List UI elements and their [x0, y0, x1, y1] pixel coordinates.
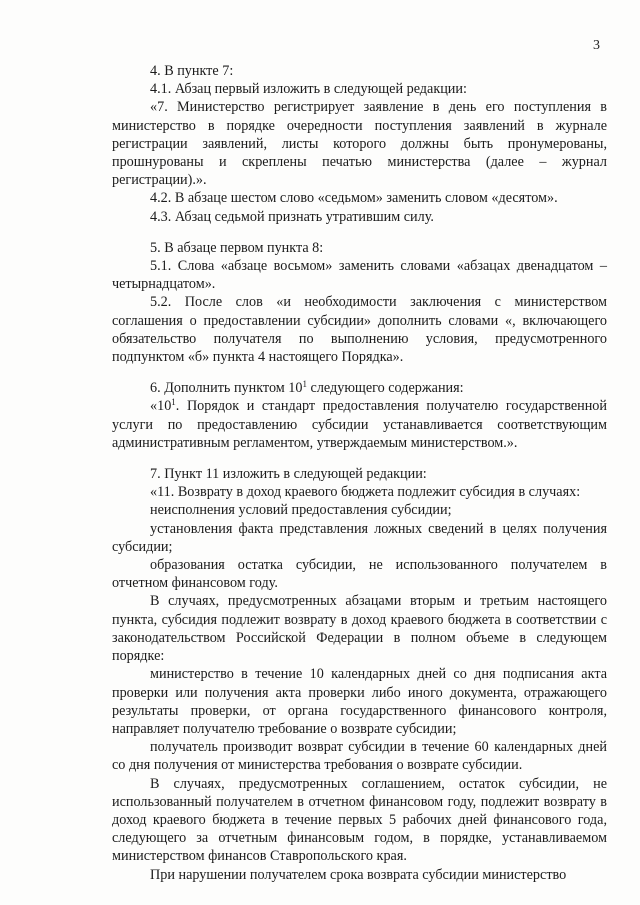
paragraph-item-7-e: министерство в течение 10 календарных дней со дня подписания акта проверки или получения акта проверки либо иного документа, отражающего результаты проверки, от органа государственного финансового контроля, направляет получателю требование о возврате субсидии; [112, 666, 607, 737]
paragraph-item-7-c: образования остатка субсидии, не использованного получателем в отчетном финансовом году. [112, 557, 607, 592]
paragraph-text: 6. Дополнить пунктом 10 [150, 380, 303, 397]
paragraph-item-5: 5. В абзаце первом пункта 8: [150, 239, 324, 256]
paragraph-item-4-2: 4.2. В абзаце шестом слово «седьмом» заменить словом «десятом». [150, 190, 558, 207]
superscript: 1 [302, 379, 307, 390]
superscript: 1 [171, 397, 176, 408]
document-body [112, 62, 607, 884]
paragraph-item-4-1: 4.1. Абзац первый изложить в следующей редакции: [150, 81, 467, 98]
paragraph-item-7-d: В случаях, предусмотренных абзацами вторым и третьим настоящего пункта, субсидия подлежит возврату в доход краевого бюджета в соответствии с законодательством Российской Федерации в полном объеме в следующем порядке: [112, 593, 607, 665]
paragraph-text-cont: следующего содержания: [306, 380, 464, 397]
paragraph-item-4: 4. В пункте 7: [150, 63, 234, 79]
paragraph-item-5-2: 5.2. После слов «и необходимости заключения с министерством соглашения о предоставлении субсидии» дополнить словами «, включающего обязательство получателя по выполнению условия, предусмотренного подпунктом «б» пункта 4 настоящего Порядка». [112, 294, 607, 366]
paragraph-item-7-g: В случаях, предусмотренных соглашением, остаток субсидии, не использованный получателем в отчетном финансовом году, подлежит возврату в доход краевого бюджета в течение первых 5 рабочих дней финансового года, следующего за отчетным финансовым годом, в порядке, устанавливаемом министерством финансов Ставропольского края. [112, 775, 607, 865]
paragraph-item-5-1: 5.1. Слова «абзаце восьмом» заменить словами «абзацах двенадцатом – четырнадцатом». [112, 258, 607, 293]
paragraph-item-7-b: установления факта представления ложных сведений в целях получения субсидии; [112, 520, 607, 555]
paragraph-item-4-1-quote: «7. Министерство регистрирует заявление в день его поступления в министерство в порядке очередности поступления заявлений в журнале регистрации заявлений, листы которого должны быть пронумерованы, прошнурованы и скреплены печатью министерства (далее – журнал регистрации).». [112, 99, 607, 189]
paragraph-item-7-h: При нарушении получателем срока возврата субсидии министерство [150, 866, 567, 883]
paragraph-item-7: 7. Пункт 11 изложить в следующей редакции: [150, 466, 427, 483]
paragraph-item-4-3: 4.3. Абзац седьмой признать утратившим силу. [150, 208, 434, 225]
paragraph-item-7-a: неисполнения условий предоставления субсидии; [150, 502, 452, 519]
paragraph-text-cont: . Порядок и стандарт предоставления получателю государственной услуги по предоставлению субсидии устанавливается соответствующим административным регламентом, утверждаемым министерством.». [112, 398, 607, 451]
paragraph-item-7-quote: «11. Возврату в доход краевого бюджета подлежит субсидия в случаях: [150, 484, 581, 501]
page-number: 3 [593, 38, 600, 53]
paragraph-item-6-quote [112, 397, 607, 452]
paragraph-text: «10 [150, 398, 172, 415]
paragraph-item-7-f: получатель производит возврат субсидии в течение 60 календарных дней со дня получения от министерства требования о возврате субсидии. [112, 739, 607, 774]
paragraph-item-6 [112, 379, 607, 397]
